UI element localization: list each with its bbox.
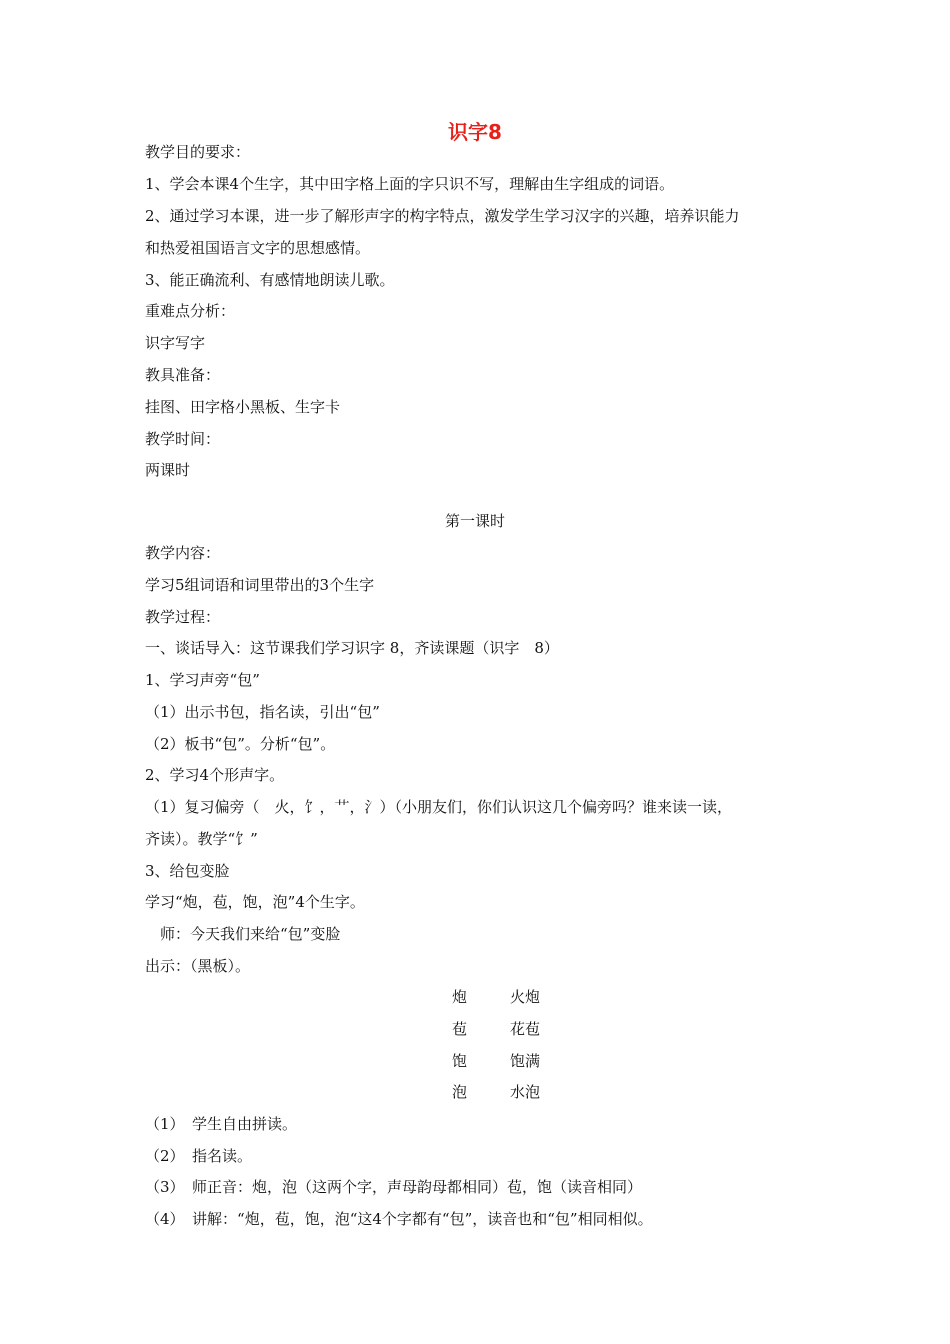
step-3-text-c: 出示：（黑板）。 <box>145 957 251 975</box>
step-1-1: （1）出示书包，指名读，引出“包” <box>145 703 380 721</box>
step-intro: 一、谈话导入：这节课我们学习识字 8，齐读课题（识字 8） <box>145 639 559 657</box>
step-1-2: （2）板书“包”。分析“包”。 <box>145 735 336 753</box>
lesson-heading: 第一课时 <box>444 512 505 530</box>
difficulty-heading: 重难点分析： <box>145 302 236 320</box>
step-2-1-line-1: （1）复习偏旁（ 火，饣，艹，氵）（小朋友们，你们认识这几个偏旁吗？谁来读一读， <box>145 798 733 816</box>
document-title: 识字8 <box>448 120 502 144</box>
step-1: 1、学习声旁“包” <box>145 671 260 689</box>
step-3-text-b: 师：今天我们来给“包”变脸 <box>145 925 341 943</box>
board-char: 饱 <box>452 1052 468 1070</box>
board-word: 花苞 <box>510 1020 541 1038</box>
step-2: 2、学习4个形声字。 <box>145 766 285 784</box>
content-text: 学习5组词语和词里带出的3个生字 <box>145 576 375 594</box>
goal-3: 3、能正确流利、有感情地朗读儿歌。 <box>145 271 395 289</box>
sub-step-3: （3） 师正音：炮，泡（这两个字，声母韵母都相同）苞，饱（读音相同） <box>145 1178 643 1196</box>
board-word: 水泡 <box>510 1083 541 1101</box>
sub-step-4: （4） 讲解：“炮，苞，饱，泡“这4个字都有“包”，读音也和“包”相同相似。 <box>145 1210 653 1228</box>
board-row <box>452 987 540 1007</box>
goals-heading: 教学目的要求： <box>145 143 251 161</box>
board-row <box>452 1019 540 1039</box>
board-word: 饱满 <box>510 1052 541 1070</box>
sub-step-2: （2） 指名读。 <box>145 1147 253 1165</box>
board-char: 炮 <box>452 988 468 1006</box>
goal-2-line-2: 和热爱祖国语言文字的思想感情。 <box>145 239 371 257</box>
process-heading: 教学过程： <box>145 608 221 626</box>
time-heading: 教学时间： <box>145 430 221 448</box>
sub-step-1: （1） 学生自由拼读。 <box>145 1115 298 1133</box>
step-3: 3、给包变脸 <box>145 862 230 880</box>
time-text: 两课时 <box>145 461 191 479</box>
goal-1: 1、学会本课4个生字，其中田字格上面的字只识不写，理解由生字组成的词语。 <box>145 175 675 193</box>
board-row <box>452 1051 540 1071</box>
board-char: 苞 <box>452 1020 468 1038</box>
content-heading: 教学内容： <box>145 544 221 562</box>
step-3-text-a: 学习“炮，苞，饱，泡”4个生字。 <box>145 893 365 911</box>
tools-heading: 教具准备： <box>145 366 221 384</box>
difficulty-text: 识字写字 <box>145 334 206 352</box>
step-2-1-line-2: 齐读）。教学“饣” <box>145 830 258 848</box>
board-row <box>452 1082 540 1102</box>
board-char: 泡 <box>452 1083 468 1101</box>
board-word: 火炮 <box>510 988 541 1006</box>
goal-2-line-1: 2、通过学习本课，进一步了解形声字的构字特点，激发学生学习汉字的兴趣，培养识能力 <box>145 207 740 225</box>
tools-text: 挂图、田字格小黑板、生字卡 <box>145 398 341 416</box>
